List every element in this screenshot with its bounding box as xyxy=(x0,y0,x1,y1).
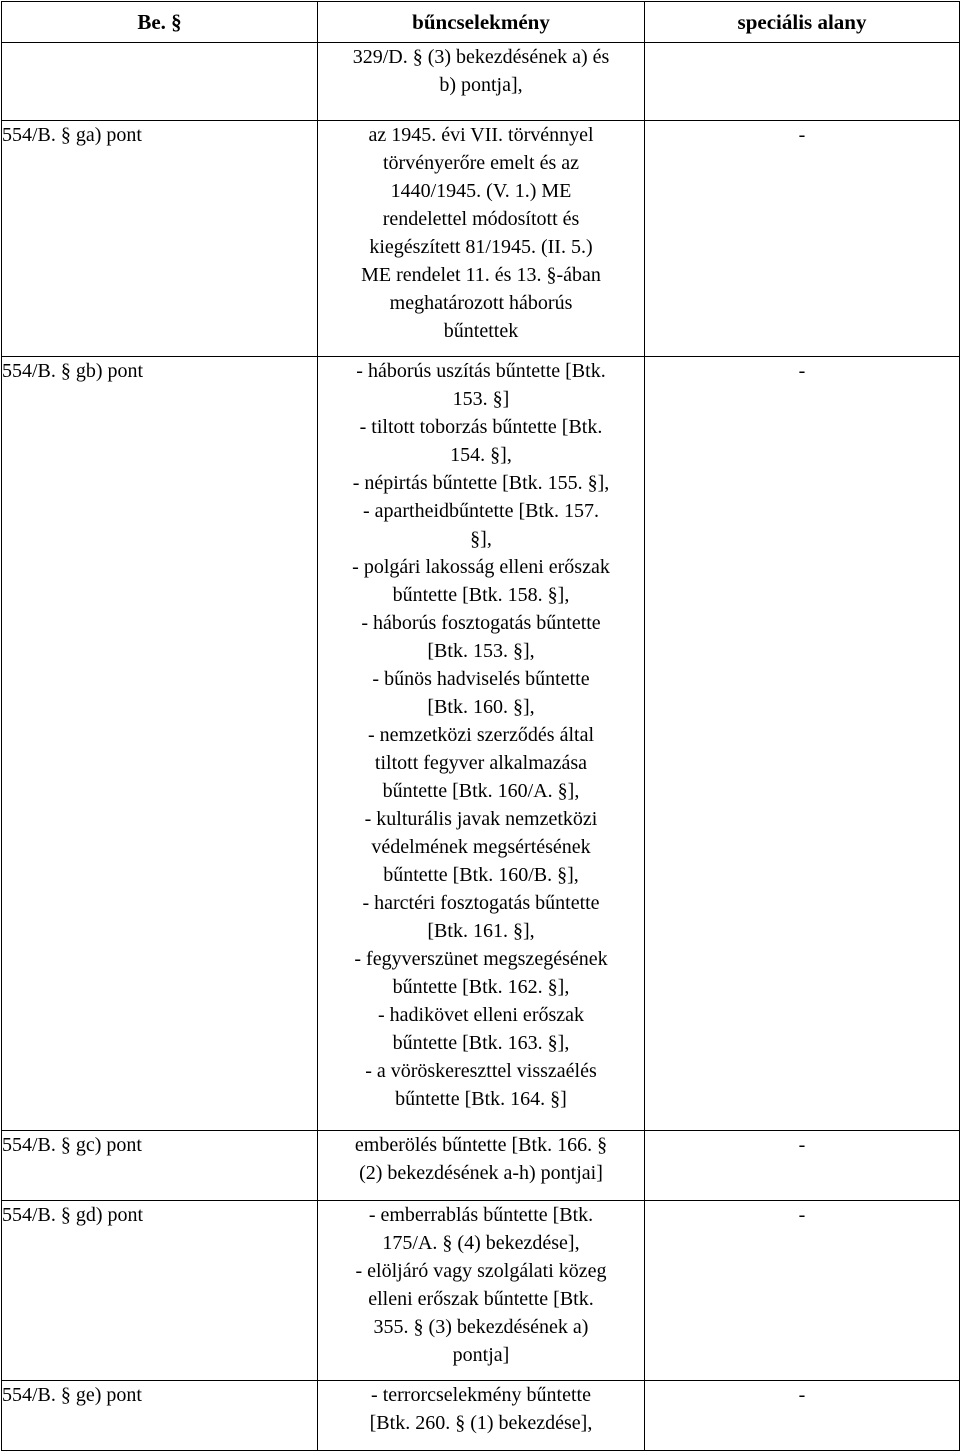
crime-line: - terrorcselekmény bűntette xyxy=(371,1384,591,1406)
crime-line: - harctéri fosztogatás bűntette xyxy=(362,892,600,914)
crime-line: meghatározott háborús xyxy=(389,292,573,314)
crime-cell xyxy=(318,357,645,1131)
header-crime: bűncselekmény xyxy=(318,2,645,43)
crime-line: [Btk. 260. § (1) bekezdése], xyxy=(369,1412,593,1434)
crime-line: §], xyxy=(470,528,492,550)
special-subject-cell: - xyxy=(645,1131,960,1201)
table-row xyxy=(2,121,960,357)
crime-line: - polgári lakosság elleni erőszak xyxy=(352,556,610,578)
be-section-cell: 554/B. § ge) pont xyxy=(2,1381,318,1451)
special-subject-cell: - xyxy=(645,1381,960,1451)
crime-line: - hadikövet elleni erőszak xyxy=(377,1004,585,1026)
crime-line: védelmének megsértésének xyxy=(371,836,591,858)
crime-line: 154. §], xyxy=(450,444,512,466)
table-header xyxy=(2,2,960,43)
table-row xyxy=(2,1381,960,1451)
special-subject-cell: - xyxy=(645,1201,960,1381)
crime-line: - fegyverszünet megszegésének xyxy=(354,948,608,970)
crime-cell xyxy=(318,121,645,357)
be-section-cell: 554/B. § ga) pont xyxy=(2,121,318,357)
crime-line: - elöljáró vagy szolgálati közeg xyxy=(355,1260,607,1282)
crime-cell xyxy=(318,1201,645,1381)
crime-line: - a vöröskereszttel visszaélés xyxy=(365,1060,597,1082)
crime-line: törvényerőre emelt és az xyxy=(382,152,579,174)
crime-line: [Btk. 161. §], xyxy=(427,920,535,942)
table-row xyxy=(2,1201,960,1381)
table-row xyxy=(2,43,960,121)
crime-line: rendelettel módosított és xyxy=(382,208,580,230)
crime-line: 355. § (3) bekezdésének a) xyxy=(373,1316,589,1338)
special-subject-cell xyxy=(645,43,960,121)
crime-line: - háborús uszítás bűntette [Btk. xyxy=(356,360,606,382)
crime-line: - népirtás bűntette [Btk. 155. §], xyxy=(352,472,610,494)
crime-line: az 1945. évi VII. törvénnyel xyxy=(368,124,594,146)
crime-cell xyxy=(318,43,645,121)
crime-line: ME rendelet 11. és 13. §-ában xyxy=(361,264,601,286)
crime-line: - emberrablás bűntette [Btk. xyxy=(368,1204,594,1226)
crime-line: bűntettek xyxy=(443,320,519,342)
crime-line: bűntette [Btk. 164. §] xyxy=(395,1088,567,1110)
crime-line: - tiltott toborzás bűntette [Btk. xyxy=(359,416,603,438)
crime-line: bűntette [Btk. 163. §], xyxy=(392,1032,570,1054)
crime-line: 175/A. § (4) bekezdése], xyxy=(382,1232,580,1254)
crime-line: b) pontja], xyxy=(439,74,523,96)
crime-line: - bűnös hadviselés bűntette xyxy=(372,668,590,690)
be-section-cell: 554/B. § gd) pont xyxy=(2,1201,318,1381)
crime-line: kiegészített 81/1945. (II. 5.) xyxy=(369,236,593,258)
crime-line: bűntette [Btk. 162. §], xyxy=(392,976,570,998)
be-section-cell: 554/B. § gb) pont xyxy=(2,357,318,1131)
crime-line: tiltott fegyver alkalmazása xyxy=(374,752,588,774)
crime-line: [Btk. 160. §], xyxy=(427,696,535,718)
crime-cell xyxy=(318,1381,645,1451)
crime-line: - apartheidbűntette [Btk. 157. xyxy=(362,500,600,522)
crime-line: pontja] xyxy=(452,1344,510,1366)
crime-line: 153. §] xyxy=(452,388,510,410)
crime-line: 329/D. § (3) bekezdésének a) és xyxy=(352,46,610,68)
crime-line: - nemzetközi szerződés által xyxy=(368,724,594,746)
crime-line: bűntette [Btk. 160/A. §], xyxy=(382,780,580,802)
be-section-cell xyxy=(2,43,318,121)
crime-line: 1440/1945. (V. 1.) ME xyxy=(390,180,572,202)
crime-line: bűntette [Btk. 160/B. §], xyxy=(383,864,579,886)
header-special-subject: speciális alany xyxy=(645,2,960,43)
table-row xyxy=(2,1131,960,1201)
crime-line: - háborús fosztogatás bűntette xyxy=(361,612,601,634)
table-body xyxy=(2,43,960,1451)
header-be-section: Be. § xyxy=(2,2,318,43)
special-subject-cell: - xyxy=(645,357,960,1131)
crime-line: - kulturális javak nemzetközi xyxy=(364,808,598,830)
crime-line: elleni erőszak bűntette [Btk. xyxy=(368,1288,594,1310)
be-section-cell: 554/B. § gc) pont xyxy=(2,1131,318,1201)
crime-line: emberölés bűntette [Btk. 166. § xyxy=(354,1134,608,1156)
crime-line: (2) bekezdésének a-h) pontjai] xyxy=(359,1162,603,1184)
crime-cell xyxy=(318,1131,645,1201)
table-row xyxy=(2,357,960,1131)
special-subject-cell: - xyxy=(645,121,960,357)
crime-line: bűntette [Btk. 158. §], xyxy=(392,584,570,606)
crime-line: [Btk. 153. §], xyxy=(427,640,535,662)
legal-provisions-table xyxy=(1,1,960,1451)
header-row xyxy=(2,2,960,43)
